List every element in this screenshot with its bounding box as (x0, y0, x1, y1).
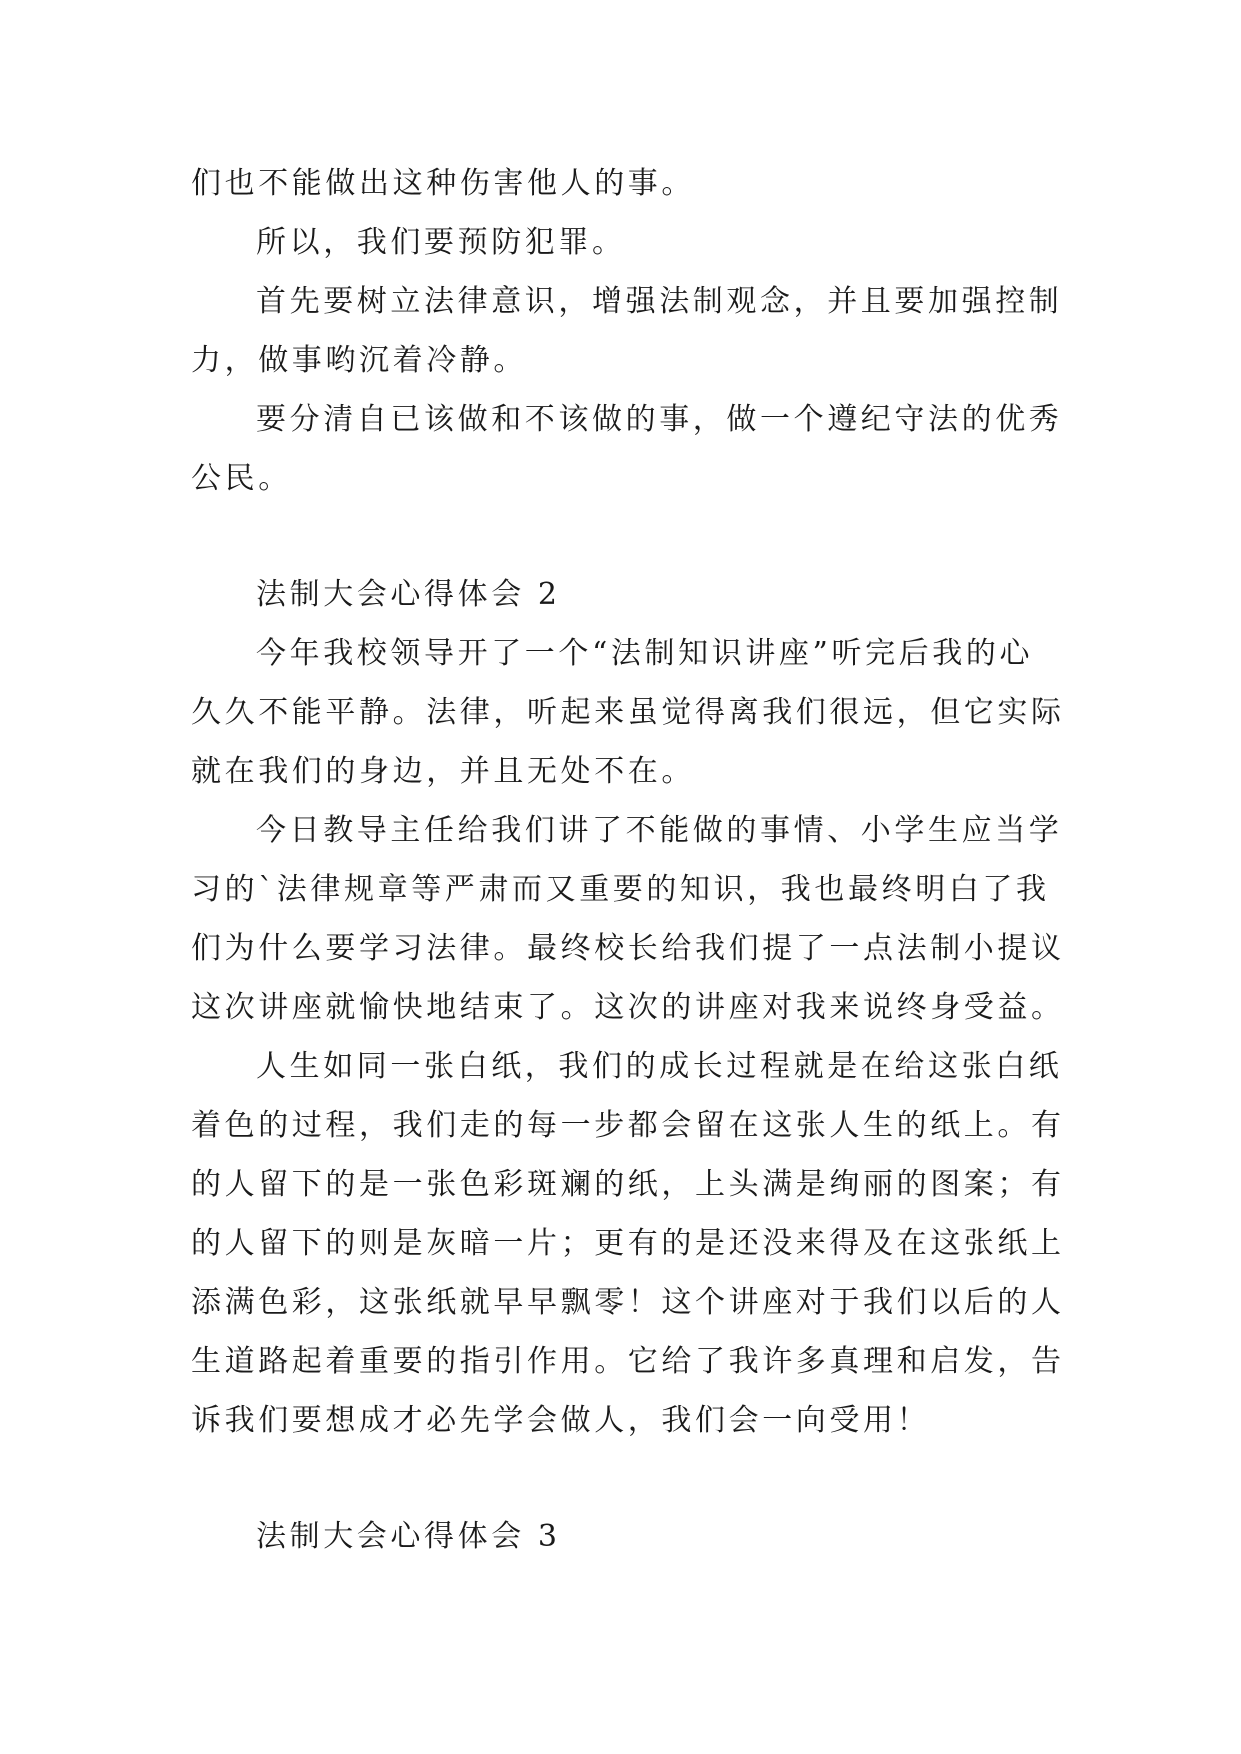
section-heading: 法制大会心得体会 2 (256, 577, 561, 612)
paragraph-line: 的人留下的是一张色彩斑斓的纸，上头满是绚丽的图案；有 (191, 1167, 1065, 1202)
paragraph-line: 着色的过程，我们走的每一步都会留在这张人生的纸上。有 (191, 1108, 1065, 1143)
paragraph-line: 所以，我们要预防犯罪。 (256, 225, 626, 260)
paragraph-line: 的人留下的则是灰暗一片；更有的是还没来得及在这张纸上 (191, 1226, 1065, 1261)
paragraph-line: 力，做事哟沉着冷静。 (191, 343, 527, 378)
paragraph-line: 公民。 (191, 461, 292, 496)
paragraph-line: 久久不能平静。法律，听起来虽觉得离我们很远，但它实际 (191, 695, 1065, 730)
paragraph-line: 诉我们要想成才必先学会做人，我们会一向受用！ (191, 1403, 931, 1438)
paragraph-line: 人生如同一张白纸，我们的成长过程就是在给这张白纸 (256, 1049, 1063, 1084)
paragraph-line: 们也不能做出这种伤害他人的事。 (191, 166, 695, 201)
paragraph-line: 这次讲座就愉快地结束了。这次的讲座对我来说终身受益。 (191, 990, 1065, 1025)
paragraph-line: 添满色彩，这张纸就早早飘零！这个讲座对于我们以后的人 (191, 1285, 1065, 1320)
paragraph-line: 今年我校领导开了一个“法制知识讲座”听完后我的心 (256, 636, 1034, 671)
paragraph-line: 要分清自已该做和不该做的事，做一个遵纪守法的优秀 (256, 402, 1063, 437)
section-heading: 法制大会心得体会 3 (256, 1519, 561, 1554)
paragraph-line: 们为什么要学习法律。最终校长给我们提了一点法制小提议 (191, 931, 1065, 966)
paragraph-line: 首先要树立法律意识，增强法制观念，并且要加强控制 (256, 284, 1063, 319)
paragraph-line: 今日教导主任给我们讲了不能做的事情、小学生应当学 (256, 813, 1063, 848)
paragraph-line: 习的`法律规章等严肃而又重要的知识，我也最终明白了我 (191, 872, 1050, 907)
paragraph-line: 生道路起着重要的指引作用。它给了我许多真理和启发，告 (191, 1344, 1065, 1379)
paragraph-line: 就在我们的身边，并且无处不在。 (191, 754, 695, 789)
